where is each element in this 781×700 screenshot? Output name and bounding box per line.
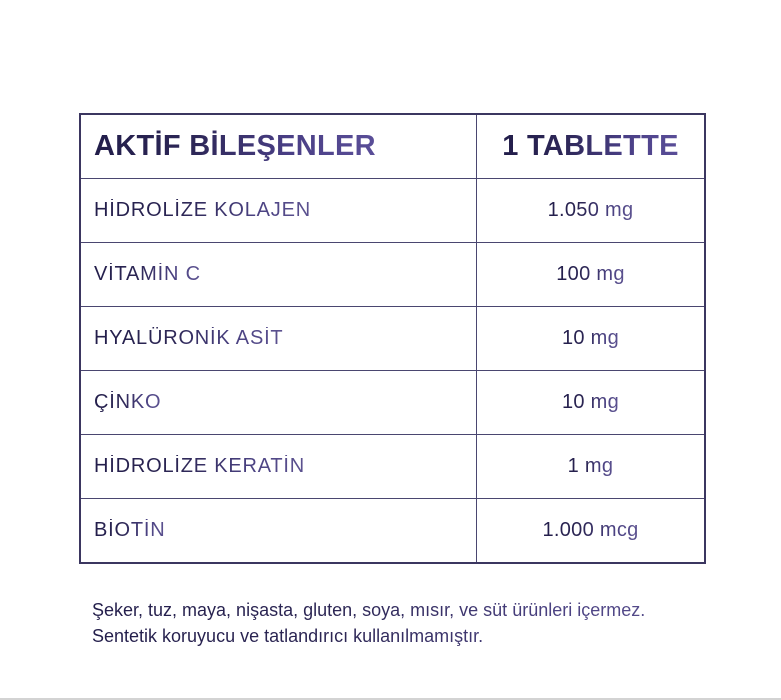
header-per-tablet-label: 1 TABLETTE: [502, 130, 679, 162]
ingredient-name: HİDROLİZE KERATİN: [94, 455, 306, 477]
ingredient-amount-cell: [477, 435, 706, 499]
ingredient-amount: 10 mg: [561, 391, 620, 413]
ingredient-amount-cell: [477, 371, 706, 435]
ingredient-name: VİTAMİN C: [94, 263, 201, 285]
product-notes: [92, 600, 712, 652]
preservative-note: Sentetik koruyucu ve tatlandırıcı kullanılmamıştır.: [92, 626, 712, 647]
ingredient-name: HYALÜRONİK ASİT: [94, 327, 284, 349]
table-row: [80, 179, 705, 243]
ingredient-name-cell: [80, 371, 477, 435]
allergen-note: Şeker, tuz, maya, nişasta, gluten, soya, mısır, ve süt ürünleri içermez.: [92, 600, 712, 621]
ingredient-amount: 1.050 mg: [547, 199, 634, 221]
ingredient-name: BİOTİN: [94, 519, 166, 541]
ingredient-name-cell: [80, 179, 477, 243]
ingredient-amount: 10 mg: [561, 327, 620, 349]
ingredient-amount-cell: [477, 307, 706, 371]
ingredient-name-cell: [80, 307, 477, 371]
ingredient-amount: 1 mg: [567, 455, 614, 477]
ingredient-amount-cell: [477, 179, 706, 243]
table-header-row: [80, 114, 705, 179]
header-per-tablet: [477, 114, 706, 179]
table-row: [80, 243, 705, 307]
table-row: [80, 499, 705, 564]
ingredient-amount-cell: [477, 499, 706, 564]
ingredient-amount-cell: [477, 243, 706, 307]
ingredient-name: HİDROLİZE KOLAJEN: [94, 199, 311, 221]
ingredient-name-cell: [80, 435, 477, 499]
ingredient-amount: 100 mg: [556, 263, 625, 285]
ingredient-name-cell: [80, 243, 477, 307]
ingredient-amount: 1.000 mcg: [542, 519, 639, 541]
ingredient-name-cell: [80, 499, 477, 564]
ingredients-table: [79, 113, 706, 564]
table-row: [80, 307, 705, 371]
table-row: [80, 435, 705, 499]
ingredient-name: ÇİNKO: [94, 391, 162, 413]
table-row: [80, 371, 705, 435]
header-ingredients-label: AKTİF BİLEŞENLER: [94, 130, 376, 162]
header-ingredients: [80, 114, 477, 179]
